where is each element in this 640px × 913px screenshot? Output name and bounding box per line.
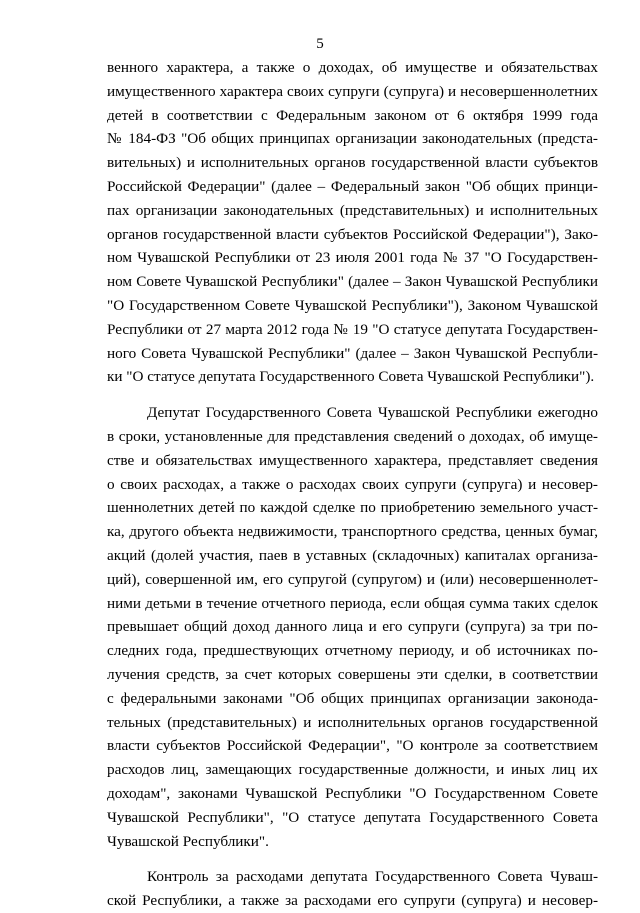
text-line: акций (долей участия, паев в уставных (складочных) капиталах организа- (107, 546, 598, 564)
page-number: 5 (316, 36, 324, 52)
text-line: расходов лиц, замещающих государственные должности, и иных лиц их (107, 761, 598, 779)
text-line: Чувашской Республики", "О статусе депутата Государственного Совета (107, 808, 598, 826)
paragraph (107, 56, 598, 389)
text-line: в сроки, установленные для представления сведений о доходах, об имуще- (107, 427, 598, 445)
text-line: ном Совете Чувашской Республики" (далее – Закон Чувашской Республики (107, 273, 598, 291)
text-line: детей в соответствии с Федеральным законом от 6 октября 1999 года (107, 106, 598, 124)
text-line: власти субъектов Российской Федерации", "О контроле за соответствием (107, 737, 598, 755)
text-line: лучения средств, за счет которых совершены эти сделки, в соответствии (107, 665, 598, 683)
text-line: ном Чувашской Республики от 23 июля 2001 года № 37 "О Государствен- (107, 249, 598, 267)
text-line: "О Государственном Совете Чувашской Республики"), Законом Чувашской (107, 296, 598, 314)
text-line: доходам", законами Чувашской Республики "О Государственном Совете (107, 784, 598, 802)
text-line: Республики от 27 марта 2012 года № 19 "О статусе депутата Государствен- (107, 320, 598, 338)
text-line: Контроль за расходами депутата Государственного Совета Чуваш- (147, 868, 598, 886)
text-line: № 184-ФЗ "Об общих принципах организации законодательных (предста- (107, 130, 598, 148)
text-line: органов государственной власти субъектов Российской Федерации"), Зако- (107, 225, 598, 243)
text-line: Российской Федерации" (далее – Федеральный закон "Об общих принци- (107, 177, 598, 195)
text-line: венного характера, а также о доходах, об имуществе и обязательствах (107, 59, 598, 76)
text-line: вительных) и исполнительных органов государственной власти субъектов (107, 154, 598, 172)
text-line: ки "О статусе депутата Государственного Совета Чувашской Республики"). (107, 368, 595, 386)
text-line: пах организации законодательных (представительных) и исполнительных (107, 201, 598, 219)
paragraph (107, 401, 598, 853)
text-line: с федеральными законами "Об общих принципах организации законода- (107, 689, 598, 707)
text-line: ка, другого объекта недвижимости, транспортного средства, ценных бумаг, (107, 523, 598, 541)
text-line: превышает общий доход данного лица и его супруги (супруга) за три по- (107, 618, 598, 636)
document-body (107, 56, 598, 913)
text-line: шеннолетних детей по каждой сделке по приобретению земельного участ- (107, 499, 598, 517)
text-line: имущественного характера своих супруги (супруга) и несовершеннолетних (107, 82, 598, 100)
text-line: ними детьми в течение отчетного периода, если общая сумма таких сделок (107, 594, 598, 612)
text-line: стве и обязательствах имущественного характера, представляет сведения (107, 451, 598, 469)
text-line: Депутат Государственного Совета Чувашской Республики ежегодно (147, 404, 598, 422)
paragraph-gap (107, 389, 598, 401)
paragraph (107, 865, 598, 913)
paragraph-gap (107, 853, 598, 865)
text-line: ций), совершенной им, его супругой (супругом) и (или) несовершеннолет- (107, 570, 598, 588)
text-line: следних года, предшествующих отчетному периоду, и об источниках по- (107, 642, 598, 660)
text-line: ного Совета Чувашской Республики" (далее – Закон Чувашской Республи- (107, 344, 598, 362)
text-line: ской Республики, а также за расходами его супруги (супруга) и несовер- (107, 892, 598, 910)
text-line: тельных (представительных) и исполнительных органов государственной (107, 713, 598, 731)
text-line: Чувашской Республики". (107, 832, 269, 850)
text-line: о своих расходах, а также о расходах своих супруги (супруга) и несовер- (107, 475, 598, 493)
